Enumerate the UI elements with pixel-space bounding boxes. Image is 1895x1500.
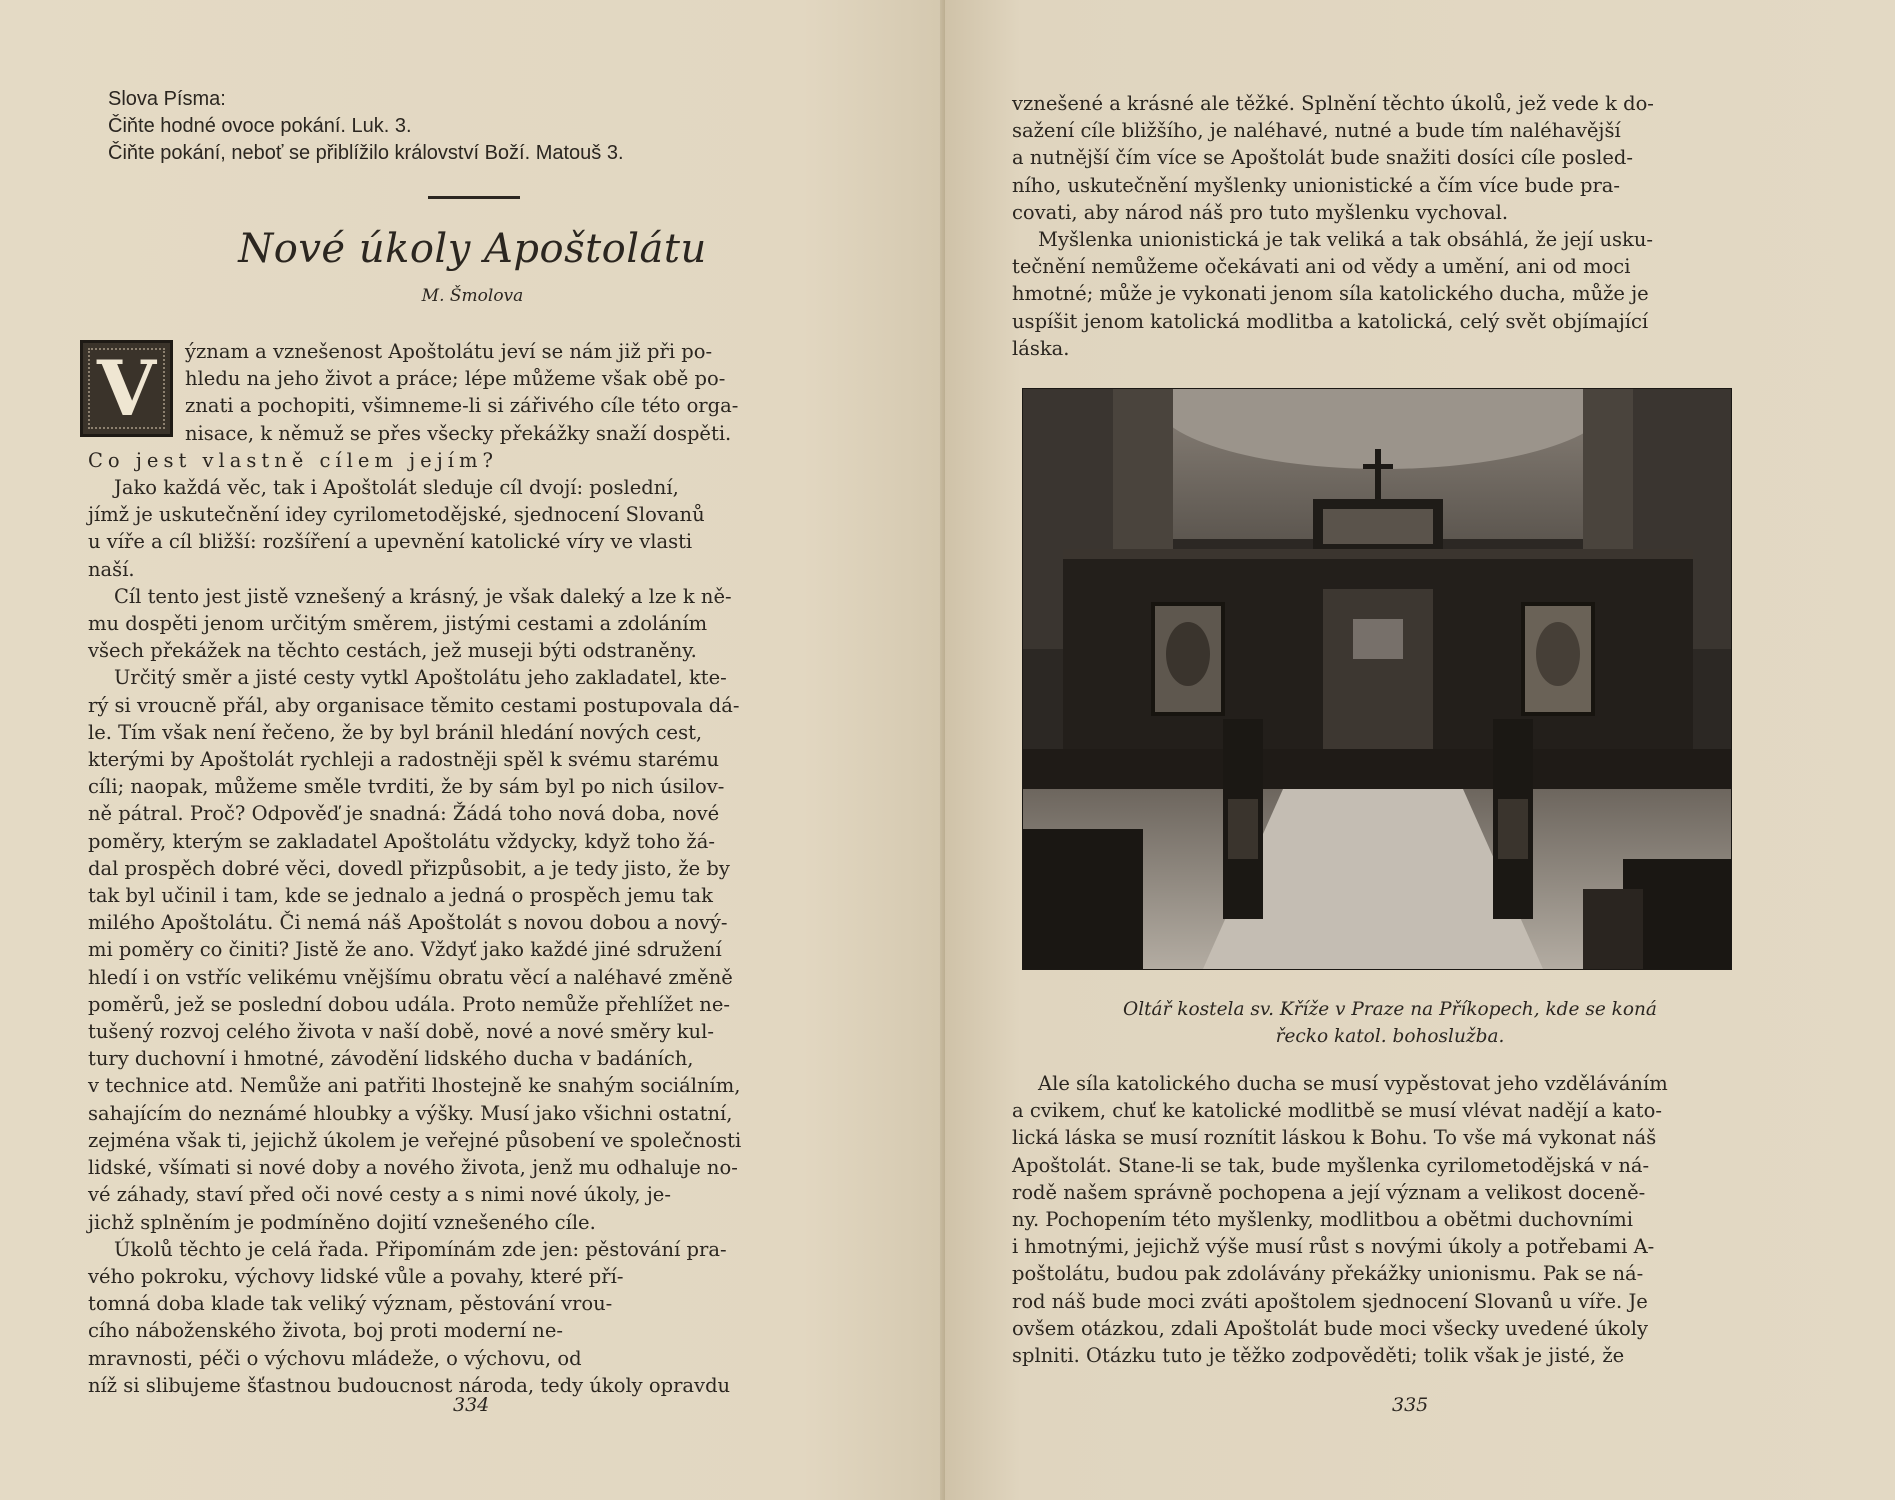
text-line: Ale síla katolického ducha se musí vypěstovat jeho vzděláváním [1038,1072,1668,1095]
page-number-left: 334 [453,1394,490,1416]
article-author: M. Šmolova [421,286,524,306]
photo-caption [1015,996,1765,1050]
text-line: le. Tím však není řečeno, že by byl bránil hledání nových cest, [88,720,703,744]
text-line: a nutnější čím více se Apoštolát bude snažiti dosíci cíle posled- [1012,146,1633,170]
text-line: jímž je uskutečnění idey cyrilometodějské, sjednocení Slovanů [88,503,705,527]
text-line: naší. [88,557,135,581]
right-page [945,0,1895,1500]
text-line: poměrů, jež se poslední dobou udála. Proto nemůže přehlížet ne- [88,992,730,1016]
text-line: jichž splněním je podmíněno dojití vznešeného cíle. [88,1210,596,1234]
text-line: ovšem otázkou, zdali Apoštolát bude moci všecky uvedené úkoly [1012,1316,1648,1340]
text-line: Apoštolát. Stane-li se tak, bude myšlenka cyrilometodějská v ná- [1012,1153,1650,1177]
left-page [0,0,945,1500]
scripture-line: Čiňte hodné ovoce pokání. Luk. 3. [108,115,412,137]
text-line: Co jest vlastně cílem jejím? [88,448,498,472]
divider-rule [428,196,520,199]
text-line: Určitý směr a jisté cesty vytkl Apoštolátu jeho zakladatel, kte- [114,666,727,690]
text-line: v technice atd. Nemůže ani patřiti lhostejně ke snahým sociálním, [88,1074,741,1098]
text-line: rodě našem správně pochopena a její význam a velikost doceně- [1012,1180,1646,1204]
text-line: tušený rozvoj celého života v naší době, nové a nové směry kul- [88,1020,714,1044]
text-line: lidské, všímati si nové doby a nového života, jenž mu odhaluje no- [88,1156,738,1180]
text-line: Úkolů těchto je celá řada. Připomínám zde jen: pěstování pra- [114,1237,727,1261]
text-line: ýznam a vznešenost Apoštolátu jeví se nám již při po- [185,340,713,363]
article-title: Nové úkoly Apoštolátu [238,226,707,272]
text-line: nisace, k němuž se přes všecky překážky snaží dospěti. [185,421,732,445]
text-line: ně pátral. Proč? Odpověď je snadná: Žádá toho nová doba, nové [88,802,720,826]
text-line: zejména však ti, jejichž úkolem je veřejné působení ve společnosti [88,1128,742,1152]
left-body-text [88,338,868,1399]
text-line: tečnění nemůžeme očekávati ani od vědy a umění, ani od moci [1012,255,1631,279]
text-line: splniti. Otázku tuto je těžko zodpověděti; tolik však je jisté, že [1012,1344,1625,1368]
text-line: dal prospěch dobré věci, dovedl přizpůsobit, a je tedy jisto, že by [88,856,730,880]
text-line: cího náboženského života, boj proti moderní ne- [88,1319,563,1343]
text-line: Jako každá věc, tak i Apoštolát sleduje cíl dvojí: poslední, [114,476,679,500]
text-line: mravnosti, péči o výchovu mládeže, o výchovu, od [88,1346,582,1370]
text-line: tury duchovní i hmotné, závodění lidského ducha v badáních, [88,1047,694,1071]
text-line: vznešené a krásné ale těžké. Splnění těchto úkolů, jež vede k do- [1012,92,1654,115]
text-line: hmotné; může je vykonati jenom síla katolického ducha, může je [1012,282,1649,306]
text-line: u víře a cíl bližší: rozšíření a upevnění katolické víry ve vlasti [88,530,693,554]
text-line: láska. [1012,336,1070,360]
caption-line: Oltář kostela sv. Kříže v Praze na Příkopech, kde se koná [1123,999,1657,1020]
text-line: ny. Pochopením této myšlenky, modlitbou a obětmi duchovními [1012,1208,1633,1232]
text-line: všech překážek na těchto cestách, jež museji býti odstraněny. [88,639,697,663]
altar-photograph [1022,388,1732,970]
text-line: Cíl tento jest jistě vznešený a krásný, je však daleký a lze k ně- [114,584,732,608]
text-line: Myšlenka unionistická je tak veliká a tak obsáhlá, že její usku- [1038,228,1654,252]
text-line: hledu na jeho život a práce; lépe můžeme však obě po- [185,367,726,391]
caption-line: řecko katol. bohoslužba. [1275,1026,1505,1047]
text-line: kterými by Apoštolát rychleji a radostněji spěl k svému starému [88,748,720,772]
text-line: a cvikem, chuť ke katolické modlitbě se musí vlévat nadějí a kato- [1012,1099,1662,1123]
text-line: tomná doba klade tak veliký význam, pěstování vrou- [88,1292,613,1316]
text-line: poměry, kterým se zakladatel Apoštolátu vždycky, když toho žá- [88,829,715,853]
text-line: ního, uskutečnění myšlenky unionistické a čím více bude pra- [1012,173,1621,197]
text-line: covati, aby národ náš pro tuto myšlenku vychoval. [1012,200,1509,224]
text-line: milého Apoštolátu. Či nemá náš Apoštolát s novou dobou a nový- [88,911,728,935]
text-line: níž si slibujeme šťastnou budoucnost národa, tedy úkoly opravdu [88,1373,731,1397]
text-line: mi poměry co činiti? Jistě že ano. Vždyť jako každé jiné sdružení [88,938,722,962]
text-line: mu dospěti jenom určitým směrem, jistými cestami a zdoláním [88,612,708,636]
text-line: sahajícím do neznámé hloubky a výšky. Musí jako všichni ostatní, [88,1101,733,1125]
text-line: hledí i on vstříc velikému vnějšímu obratu věcí a naléhavé změně [88,965,733,989]
right-top-text [1012,90,1762,362]
text-line: uspíšit jenom katolická modlitba a katolická, celý svět objímající [1012,309,1649,333]
right-bottom-text [1012,1070,1762,1369]
text-line: i hmotnými, jejichž výše musí růst s novými úkoly a potřebami A- [1012,1235,1655,1259]
text-line: cíli; naopak, můžeme směle tvrditi, že by sám byl po nich úsilov- [88,775,725,799]
text-line: sažení cíle bližšího, je naléhavé, nutné a bude tím naléhavější [1012,119,1621,143]
scripture-line: Čiňte pokání, neboť se přiblížilo království Boží. Matouš 3. [108,142,624,164]
initial-letter: V [97,343,156,433]
text-line: vé záhady, staví před oči nové cesty a s nimi nové úkoly, je- [88,1183,671,1207]
scripture-heading: Slova Písma: [108,88,226,110]
text-line: lická láska se musí roznítit láskou k Bohu. To vše má vykonat náš [1012,1126,1657,1150]
text-line: rod náš bude moci zváti apoštolem sjednocení Slovanů u víře. Je [1012,1289,1648,1313]
text-line: znati a pochopiti, všimneme-li si zářivého cíle této orga- [185,394,739,418]
altar-photo-image [1023,389,1731,969]
text-line: tak byl učinil i tam, kde se jednalo a jedná o prospěch jemu tak [88,884,713,908]
text-line: vého pokroku, výchovy lidské vůle a povahy, které pří- [88,1264,624,1288]
text-line: rý si vroucně přál, aby organisace těmito cestami postupovala dá- [88,693,740,717]
text-line: poštolátu, budou pak zdolávány překážky unionismu. Pak se ná- [1012,1262,1644,1286]
page-number-right: 335 [1392,1394,1429,1416]
scripture-block [108,86,624,167]
